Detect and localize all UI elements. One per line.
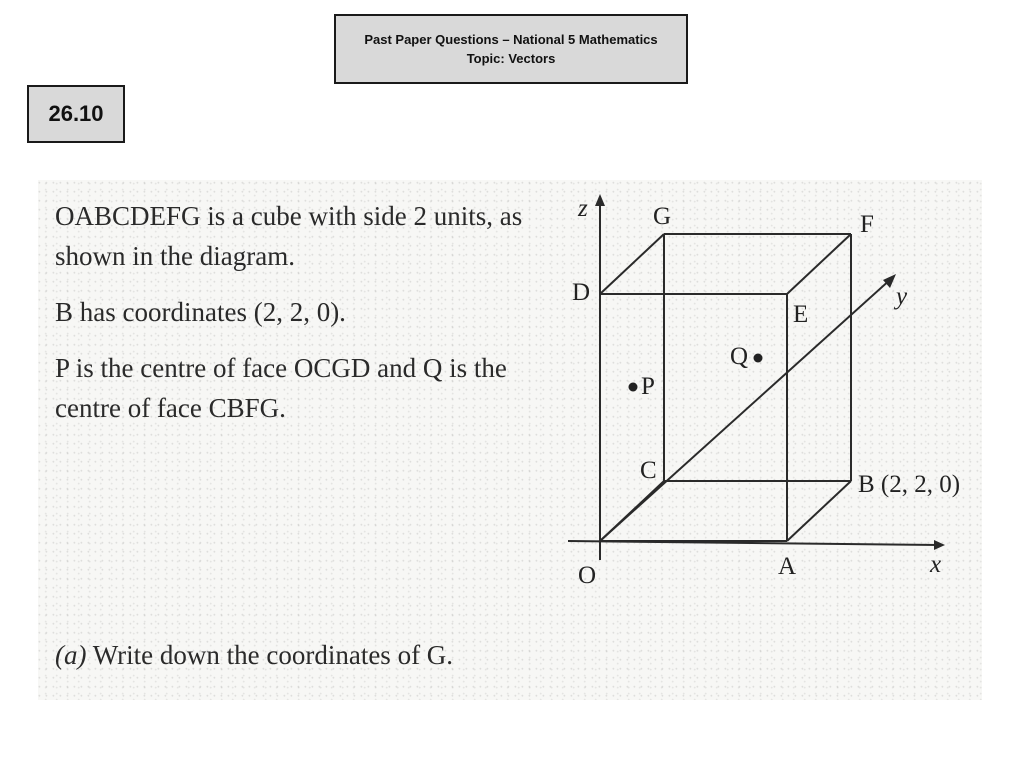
z-axis-arrow bbox=[595, 194, 605, 206]
label-D: D bbox=[572, 279, 591, 306]
label-F: F bbox=[860, 211, 874, 238]
label-G: G bbox=[653, 203, 672, 230]
header-title: Past Paper Questions – National 5 Mathematics bbox=[364, 32, 658, 47]
label-y-axis: y bbox=[896, 283, 908, 310]
label-Q: Q bbox=[730, 343, 749, 370]
point-Q-marker bbox=[754, 354, 763, 363]
edge-AB bbox=[787, 481, 851, 541]
label-B: B (2, 2, 0) bbox=[858, 471, 961, 498]
label-C: C bbox=[640, 457, 657, 484]
edge-OC bbox=[600, 481, 664, 541]
y-axis-arrow bbox=[883, 274, 896, 288]
edge-EF bbox=[787, 234, 851, 294]
x-axis-arrow bbox=[934, 540, 945, 550]
y-axis bbox=[600, 278, 892, 541]
header-topic: Topic: Vectors bbox=[466, 51, 556, 66]
part-a-label: (a) bbox=[55, 640, 87, 670]
problem-paragraph-3: P is the centre of face OCGD and Q is the centre of face CBFG. bbox=[55, 353, 507, 423]
edge-DG bbox=[600, 234, 664, 294]
label-z-axis: z bbox=[578, 195, 588, 222]
part-a-text: Write down the coordinates of G. bbox=[92, 640, 454, 670]
question-number: 26.10 bbox=[27, 85, 125, 143]
label-E: E bbox=[793, 301, 809, 328]
label-x-axis: x bbox=[930, 551, 942, 578]
label-O: O bbox=[578, 562, 597, 589]
label-P: P bbox=[641, 373, 655, 400]
point-P-marker bbox=[629, 383, 638, 392]
label-A: A bbox=[778, 553, 797, 580]
problem-paragraph-2: B has coordinates (2, 2, 0). bbox=[55, 297, 346, 327]
problem-paragraph-1: OABCDEFG is a cube with side 2 units, as shown in the diagram. bbox=[55, 201, 523, 271]
